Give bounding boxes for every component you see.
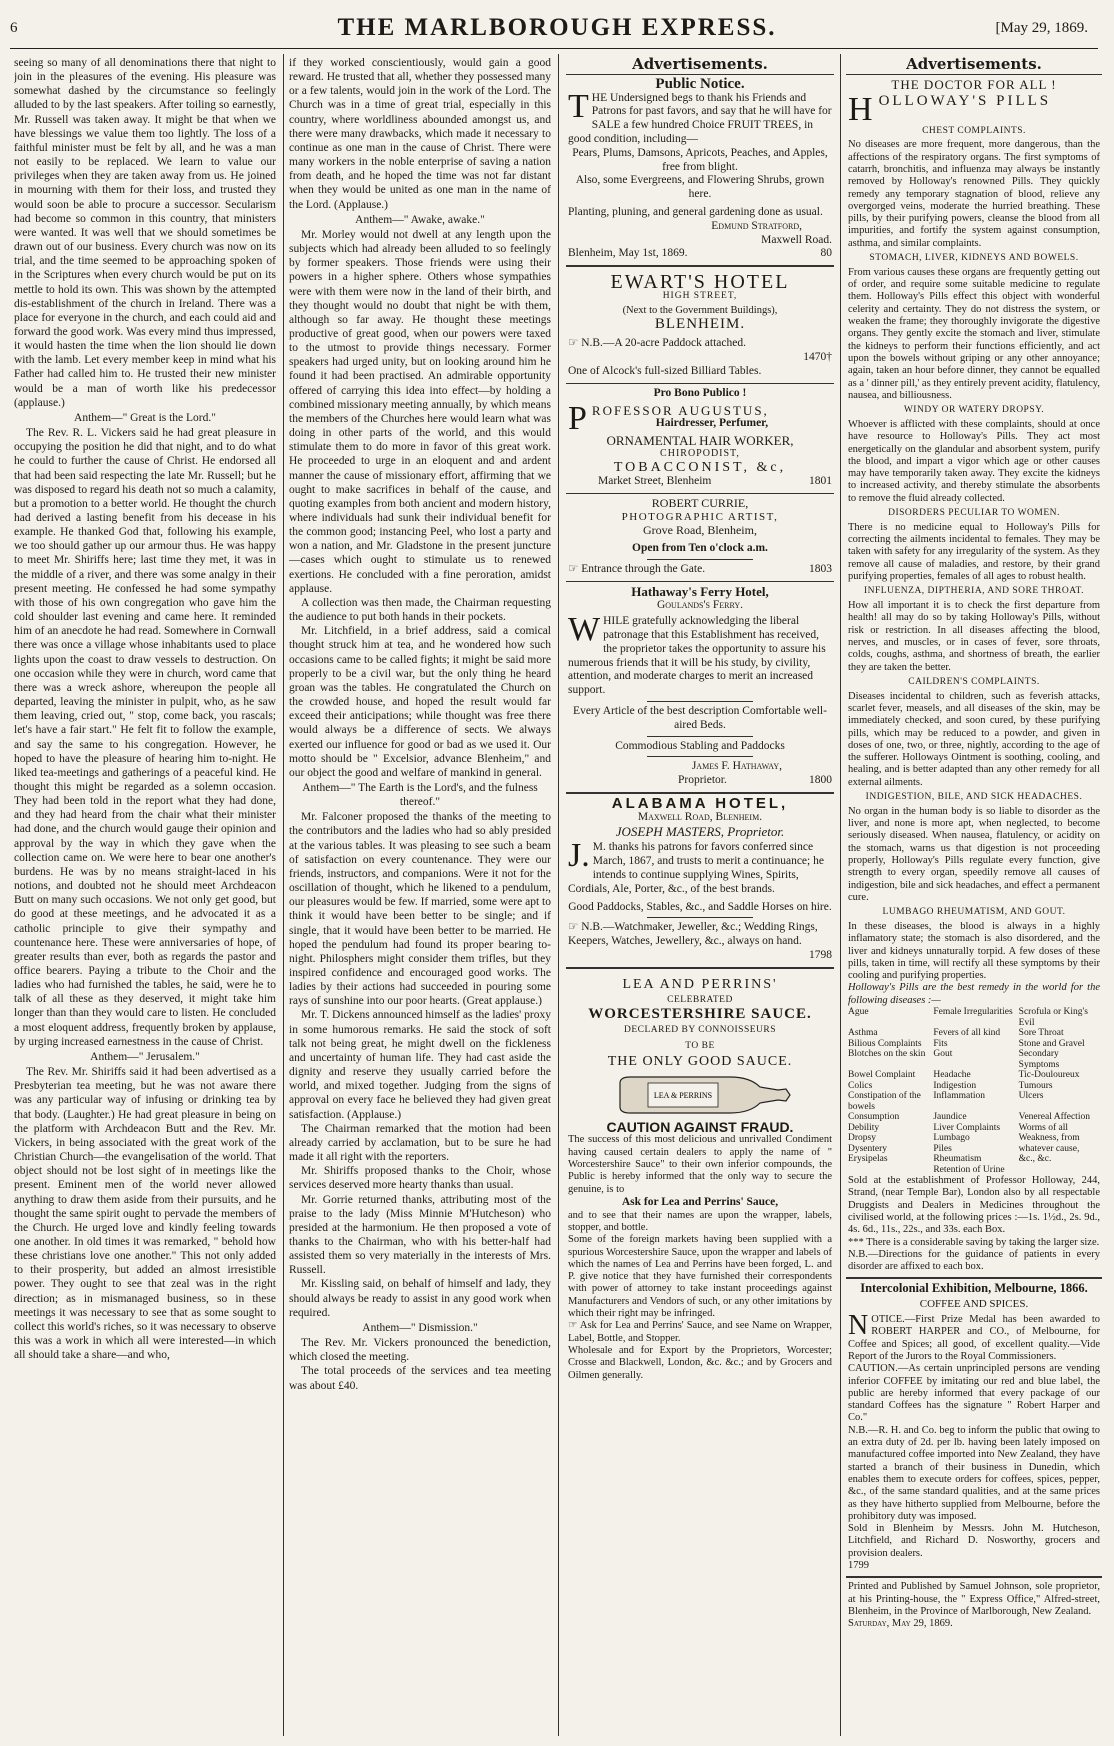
ad-body: No organ in the human body is so liable to disorder as the liver, and none is more apt, when neglected, to become seriously diseased. When nausea, flatulency, or acidity on the stomach, warns us that digestion is not proceeding properly, Holloway's Pills regulate every function, give strength to every organ, speedily remove all causes of indigestion, bile and sick headaches, and effect a permanent cure.	[848, 805, 1100, 903]
ad-body: N.B.—R. H. and Co. beg to inform the public that owing to an extra duty of 2d. per lb. having been lately imposed on manufactured coffee imported into New Zealand, they have started a branch of their business in Dunedin, which enables them to execute orders for coffees, spices, pepper, &c., of the same standard qualities, and at the same prices as they have hitherto supplied from Melbourne, before the prohibitory duty was imposed.	[848, 1424, 1100, 1522]
ad-address: Maxwell Road, Blenheim.	[637, 810, 763, 823]
ad-title: Public Notice.	[655, 75, 745, 92]
ad-line: Also, some Evergreens, and Flowering Shrubs, grown here.	[575, 174, 825, 201]
ad-title: ROBERT CURRIE,	[651, 495, 749, 510]
ad-line: Holloway's Pills are the best remedy in the world for the following diseases :—	[848, 982, 1100, 1006]
ad-line: Commodious Stabling and Paddocks	[615, 739, 785, 752]
ad-body: *** There is a considerable saving by taking the larger size.	[848, 1236, 1100, 1248]
ad-number: 1799	[848, 1559, 869, 1571]
section-heading: WINDY OR WATERY DROPSY.	[903, 405, 1045, 416]
section-heading: INDIGESTION, BILE, AND SICK HEADACHES.	[865, 792, 1083, 803]
ad-line: Entrance through the Gate.	[581, 562, 706, 575]
disease-item: Constipation of the bowels	[848, 1091, 921, 1112]
ad-body: Some of the foreign markets having been supplied with a spurious Worcestershire Sauce, upon the wrapper and labels of which the names of Lea and Perrins have been forged, L. and P. give notice that they have furnished their correspondents with power of attorney to take instant proceedings against Manufacturers and Vendors of such, or any other imitations by which their right may be infringed.	[568, 1234, 832, 1320]
drop-cap: T	[568, 87, 589, 125]
section-heading: INFLUENZA, DIPTHERIA, AND SORE THROAT.	[864, 586, 1084, 597]
disease-item: Jaundice	[933, 1112, 967, 1123]
robert-currie-ad	[566, 493, 834, 581]
disease-item: Asthma	[848, 1028, 878, 1039]
ad-line: DECLARED BY CONNOISSEURS	[623, 1025, 777, 1036]
ad-body: Diseases incidental to children, such as feverish attacks, scarlet fever, measels, and all diseases of the skin, may be immediately checked, and soon cured, by these purifying pills, which may be reduced to a powder, and given in doses of one, two, or three, nightly, according to the age of the sufferer. Holloways Ointment is soothing, cooling, and healing, and is better adapted than any other remedy for all external ailments.	[848, 690, 1100, 788]
disease-item: Weakness, from	[1018, 1133, 1080, 1144]
ad-body: HE Undersigned begs to thank his Friends and Patrons for past favors, and say that he will have for SALE a few hundred Choice FRUIT TREES, in good condition, including—	[568, 91, 832, 145]
hathaway-hotel-ad	[566, 581, 834, 792]
disease-item: Gout	[933, 1049, 953, 1060]
ad-line: CELEBRATED	[667, 994, 733, 1005]
drop-cap: J.	[568, 837, 590, 875]
ad-line: THE DOCTOR FOR ALL !	[891, 76, 1057, 92]
ad-number: 1801	[809, 474, 832, 487]
disease-item: Fits	[933, 1038, 948, 1049]
disease-item: Female Irregularities	[933, 1007, 1013, 1018]
ad-body: CAUTION.—As certain unprincipled persons are vending inferior COFFEE by imitating our red and blue label, the public are hereby informed that every package of our standard Coffees has the signature " Robert Harper and Co."	[848, 1363, 1100, 1424]
pointing-hand-icon: ☞	[568, 337, 582, 350]
ad-body: From various causes these organs are frequently getting out of order, and require some suitable medicine to regulate them. Holloway's Pills effect this object with wonderful celerity and certainty. They do not distress the system, or weaken the frame; they thoroughly invigorate the digestive organs. They gently excite the stomach and liver, stimulate the kidneys to perform their functions efficiently, and act upon the bowels without griping or any other annoyance; again, taken an hour before dinner, they cannot be equalled as a ' dinner pill,' as they entirely prevent acidity, flatulency, nausea, and billiousness.	[848, 266, 1100, 401]
ad-body: There is no medicine equal to Holloway's Pills for correcting the ailments incidental to females. They may be taken with safety for any irregularity of the system. As they remove all cause of maladies, and restore, by their grand purifying properties, females of all ages to robust health.	[848, 521, 1100, 582]
page-number: 6	[10, 20, 18, 36]
ad-title: Intercolonial Exhibition, Melbourne, 1866.	[860, 1281, 1088, 1296]
ad-title: EWART'S HOTEL	[610, 271, 790, 294]
article-paragraph: Mr. Kissling said, on behalf of himself and lady, they should always be ready to assist in any good work when required.	[289, 1278, 551, 1319]
disease-item: Stone and Gravel	[1018, 1038, 1085, 1049]
imprint	[846, 1576, 1102, 1634]
article-paragraph: Mr. Shiriffs proposed thanks to the Choir, whose services deserved more hearty thanks than usual.	[289, 1165, 551, 1192]
ad-line: ORNAMENTAL HAIR WORKER,	[606, 432, 794, 448]
disease-item: Piles	[933, 1143, 952, 1154]
disease-item: Ulcers	[1018, 1091, 1044, 1102]
ad-signature: Maxwell Road.	[761, 233, 832, 246]
ad-line: N.B.—Watchmaker, Jeweller, &c.; Wedding Rings, Keepers, Watches, Jewellery, &c., always on hand.	[568, 921, 818, 948]
ad-number: 1800	[809, 774, 832, 787]
ad-line: Ask for Lea and Perrins' Sauce,	[621, 1195, 779, 1208]
column-divider	[840, 54, 841, 1736]
article-column-1	[14, 56, 276, 1736]
short-rule	[647, 756, 753, 757]
ad-column-4	[846, 54, 1102, 1738]
ad-address: Grove Road, Blenheim,	[643, 523, 757, 538]
section-heading: DISORDERS PECULIAR TO WOMEN.	[888, 508, 1060, 518]
article-paragraph: A collection was then made, the Chairman requesting the audience to put both hands in their pockets.	[289, 596, 551, 624]
disease-item	[848, 1165, 929, 1176]
disease-item: Inflammation	[933, 1091, 986, 1102]
anthem-line: Anthem—" The Earth is the Lord's, and the fulness thereof."	[302, 781, 538, 809]
drop-cap: W	[568, 611, 601, 649]
disease-item: Fevers of all kind	[933, 1028, 1001, 1039]
ad-line: WORCESTERSHIRE SAUCE.	[588, 1006, 812, 1023]
disease-item: &c., &c.	[1018, 1154, 1052, 1165]
masthead-rule	[10, 48, 1098, 49]
ad-number: 1798	[809, 949, 832, 962]
ad-title: ALABAMA HOTEL,	[611, 795, 789, 813]
ad-number: 1803	[809, 562, 832, 575]
professor-augustus-ad	[566, 383, 834, 493]
disease-item: Colics	[848, 1080, 873, 1091]
ad-title: Pro Bono Publico !	[653, 386, 747, 399]
ad-line: Open from Ten o'clock a.m.	[632, 542, 768, 555]
article-paragraph: Mr. T. Dickens announced himself as the ladies' proxy in some humorous remarks. He said the stock of soft talk not being great, he might dwell on the fickleness and uncertainty of human life. They had cast aside the dignity and reserve they usually carried before the world, and mixed together. Judging from the signs of approval on every face he believed they had given great satisfaction. (Applause.)	[289, 1009, 551, 1121]
ad-place: Blenheim, May 1st, 1869.	[568, 247, 688, 260]
article-paragraph: The Rev. Mr. Shiriffs said it had been advertised as a Presbyterian tea meeting, but he was not aware there was any particular way of infusing or drinking tea by that body. (Laughter.) He had great pleasure in being on the platform with Archdeacon Butt and the Rev. Mr. Vickers, in being associated with the great work of the Christian Church—the evangelisation of the world. That object should not be lost sight of in meetings like the present. Eminent men of the world never allowed anything to draw them aside from their pursuits, and he thought the same spirit ought to pervade the members of the Church. He urged love and kindly feeling towards one another. In old times it was remarked, " behold how these christians love one another." This not only added to their prosperity, but added an almost irresistible power. They ought to see that zeal was in the right direction; as in mismanaged business, so in these meetings it was necessary to see that as some sought to collect this world's riches, so it was necessary to observe this was a work in which all were interested—in which all should take a share—and who,	[14, 1066, 276, 1362]
section-heading: CAILDREN'S COMPLAINTS.	[908, 676, 1040, 687]
ad-body: No diseases are more frequent, more dangerous, than the affections of the respiratory organs. The first symptoms of catarrh, bronchitis, and influenza may always be instantly removed by Holloway's renowned Pills. They quickly remedy any temporary stagnation of blood, relieve any overgorged veins, moderate the hurried breathing. These pills, by their purifying powers, cleanse the blood from all impurities, and fortify the system against consumption, asthma, and similar complaints.	[848, 139, 1100, 249]
disease-item: Bilious Complaints	[848, 1038, 922, 1049]
ad-number: 80	[820, 247, 832, 260]
ad-body: N.B.—Directions for the guidance of patients in every disorder are affixed to each box.	[848, 1248, 1100, 1273]
disease-item: Venereal Affection	[1018, 1112, 1090, 1123]
ad-address: Market Street, Blenheim	[598, 474, 712, 487]
drop-cap: P	[568, 399, 589, 437]
ad-body: Ask for Lea and Perrins' Sauce, and see Name on Wrapper, Label, Bottle, and Stopper.	[568, 1320, 832, 1344]
anthem-line: Anthem—" Dismission."	[362, 1321, 478, 1334]
disease-item: whatever cause,	[1018, 1143, 1080, 1154]
article-paragraph: The total proceeds of the services and tea meeting was about £40.	[289, 1365, 551, 1392]
ad-line: Hairdresser, Perfumer,	[655, 417, 769, 430]
ad-title: Hathaway's Ferry Hotel,	[631, 583, 769, 599]
ad-line: TOBACCONIST, &c,	[613, 460, 787, 476]
section-heading: CHEST COMPLAINTS.	[922, 125, 1026, 136]
article-paragraph: Mr. Falconer proposed the thanks of the meeting to the contributors and the ladies who had so ably presided at the various tables. It was pleasing to see such a beam of satisfaction on every countenance. They were our friends, instructors, and companions. Were it not for the oscillation of thought, which he likened to a pendulum, our pleasures would be few. If married, some were apt to think it would have been better to be single; and if single, that it would have been better to be married. He hoped the pendulum had found its proper bearing to-night. Philosphers might consider them trifles, but they inspired confidence and encouraged good works. The ladies by their actions had succeeded in pouring some rays of sunshine into our poor hearts. (Great applause.)	[289, 811, 551, 1008]
ad-body: Wholesale and for Export by the Proprietors, Worcester; Crosse and Blackwell, London, &c. &c.; and by Grocers and Oilmen generally.	[568, 1344, 832, 1381]
article-paragraph: Mr. Morley would not dwell at any length upon the subjects which had already been alluded to so feelingly by former speakers. Those friends were using their powers in a higher sphere. Others whose sympathies were with them were now in the land of their birth, and they thought would no doubt that night be with them, although so far away. He thought these meetings productive of great good, when our powers were taxed to the utmost to provide things necessary. Former speakers had urged unity, but on looking around him he found it had been practised. An admirable opportunity offered of carrying this idea into effect—by holding a combined missionary meeting annually, by which means the members of the Churches here would learn what was doing in other parts of the world, and this would stimulate them to do more in favor of this great work. He proceeded to urge in an eloquent and and ardent manner the cause of missionary effort, affirming that we ought to make sacrifices in behalf of the cause, and quoting examples from both ancient and modern history, where individuals had sunk their individual benefit for the common good; instancing Peel, who lost a party and won a nation, and Mr. Gladstone in the present juncture—cases which ought to stimulate us to renewed exertions. He concluded with a fine peroration, amidst applause.	[289, 228, 551, 595]
issue-date: [May 29, 1869.	[995, 20, 1088, 36]
disease-item: Bowel Complaint	[848, 1070, 916, 1081]
article-column-2	[289, 56, 551, 1736]
disease-item: Consumption	[848, 1112, 900, 1123]
ad-line: JOSEPH MASTERS, Proprietor.	[615, 823, 785, 839]
imprint-date: Saturday, May 29, 1869.	[848, 1618, 953, 1630]
column-divider	[283, 54, 284, 1736]
short-rule	[647, 736, 753, 737]
short-rule	[647, 559, 753, 560]
ad-line: One of Alcock's full-sized Billiard Tables.	[568, 364, 762, 377]
article-paragraph: seeing so many of all denominations there that night to join in the pleasures of the evening. His pleasure was somewhat dashed by the circumstance so feelingly alluded to by the last speakers. After toiling so earnestly, Mr. Russell was taken away. It might be that when we have blessings we value them too lightly. The loss of a faithful minister must be felt by all, and he was a man not easily to be replaced. We learn to value our privileges when they are taken away from us. He joined in mourning with them for their loss, and trusted they would soon be able to procure a successor. Secularism had become so common in this country, that ministers were wanted. It was well that we should sometimes be drawn out of our business. Every church was now on its trial, and the time seemed to be approaching spoken of in the Scriptures when every church would be put on its mettle to hold its own. This was shown by the attempted dis-establishment of the church in Ireland. There was a place for everyone in the church, and each could aid and forward the good work. Was every mind thus impressed, it would hasten the time when the lion should lie down with the lamb. Let every member keep in mind what his Father had called him to. He trusted their new minister would be a man of worth like his predecessor (applause.)	[14, 57, 276, 409]
ad-line: Pears, Plums, Damsons, Apricots, Peaches, and Apples, free from blight.	[572, 146, 828, 173]
ad-title: LEA AND PERRINS'	[622, 976, 778, 992]
drop-cap: H	[848, 90, 876, 128]
ad-line: Every Article of the best description Comfortable well-aired Beds.	[573, 705, 827, 731]
ad-line: ROFESSOR AUGUSTUS,	[591, 402, 769, 418]
short-rule	[647, 701, 753, 702]
ad-line: N.B.—A 20-acre Paddock attached.	[581, 337, 746, 350]
alabama-hotel-ad	[566, 792, 834, 967]
masthead	[0, 14, 1114, 46]
ad-body: OTICE.—First Prize Medal has been awarded to ROBERT HARPER and CO., of Melbourne, for Coffee and Spices; all good, of excellent quality.—Vide Report of the Jurors to the Royal Commissioners.	[848, 1314, 1100, 1362]
ad-line: COFFEE AND SPICES.	[919, 1298, 1029, 1311]
disease-item: Dysentery	[848, 1143, 888, 1154]
disease-item: Retention of Urine	[933, 1164, 1005, 1175]
ad-line: PHOTOGRAPHIC ARTIST,	[621, 510, 779, 523]
disease-item: Headache	[933, 1070, 971, 1081]
disease-item: Sore Throat	[1018, 1028, 1064, 1039]
disease-item: Scrofula or King's Evil	[1018, 1007, 1088, 1028]
ad-line: CHIROPODIST,	[660, 448, 740, 460]
ad-line: Planting, pluning, and general gardening done as usual.	[568, 205, 823, 218]
lea-perrins-ad	[566, 967, 834, 1386]
article-paragraph: Mr. Litchfield, in a brief address, said a comical thought struck him at tea, and he wondered how such occasions came to be called fights; it might be said more properly to be a civil war, but the only thing he heard groan was the tables. He congratulated the Church on the crowded house, and hoped the result would far exceed their anticipations; while thought was free there would always be a difference of sects. We always exerted our influence for good or bad as we used it. Our motto should be " Excelsior, advance Blenheim," and our object the good and welfare of mankind in general.	[289, 625, 551, 779]
ad-line: Proprietor.	[678, 774, 727, 787]
disease-item: Erysipelas	[848, 1154, 888, 1165]
disease-item: Tumours	[1018, 1080, 1053, 1091]
ad-line: Goulands's Ferry.	[656, 598, 744, 611]
ad-signature: Edmund Stratford,	[711, 219, 802, 232]
disease-item: Secondary Symptoms	[1018, 1049, 1060, 1070]
ad-line: (Next to the Government Buildings),	[622, 304, 778, 316]
disease-item: Worms of all	[1018, 1122, 1069, 1133]
ad-body: Sold at the establishment of Professor Holloway, 244, Strand, (near Temple Bar), London also by all respectable Druggists and Dealers in Medicines throughout the civilised world, at the following prices :—1s. 1½d., 2s. 9d., 4s. 6d., 11s., 22s., and 33s. each Box.	[848, 1175, 1100, 1236]
disease-item: Indigestion	[933, 1080, 977, 1091]
ad-signature: James F. Hathaway,	[691, 760, 782, 773]
disease-item: Tic-Douloureux	[1018, 1070, 1080, 1081]
ad-body: Sold in Blenheim by Messrs. John M. Hutcheson, Litchfield, and Richard D. Nosworthy, grocers and provision dealers.	[848, 1523, 1100, 1559]
ad-body: The success of this most delicious and unrivalled Condiment having caused certain dealers to apply the name of " Worcestershire Sauce" to their own inferior compounds, the Public is hereby informed that the only way to secure the genuine, is to	[568, 1134, 832, 1195]
article-paragraph: The Rev. Mr. Vickers pronounced the benediction, which closed the meeting.	[289, 1337, 551, 1364]
ad-body: M. thanks his patrons for favors conferred since March, 1867, and trusts to merit a continuance; he intends to continue supplying Wines, Spirits, Cordials, Ale, Porter, &c., of the best brands.	[568, 841, 824, 895]
ad-body: How all important it is to check the first departure from health! all may do so by taking Holloway's Pills, without risk or restriction. In all diseases affecting the blood, nerves, and muscles, or in cases of fever, sore throats, colds, coughs, asthma, and shortness of breath, the earlier they are taken the better.	[848, 600, 1100, 673]
pointing-hand-icon: ☞	[568, 562, 582, 575]
ad-body: and to see that their names are upon the wrapper, labels, stopper, and bottle.	[568, 1209, 832, 1233]
pointing-hand-icon: ☞	[568, 1320, 580, 1332]
holloway-pills-ad	[846, 74, 1102, 1278]
sauce-bottle-icon	[600, 1073, 800, 1117]
ad-number: 1470†	[803, 351, 832, 364]
anthem-line: Anthem—" Jerusalem."	[90, 1050, 200, 1063]
ad-title: OLLOWAY'S PILLS	[878, 92, 1052, 109]
bottle-label: LEA & PERRINS	[653, 1090, 713, 1100]
disease-item: Liver Complaints	[933, 1122, 1001, 1133]
disease-item	[1019, 1165, 1100, 1176]
imprint-text: Printed and Published by Samuel Johnson, sole proprietor, at his Printing-house, the " Express Office," Alfred-street, Blenheim, in the Province of Marlborough, New Zealand.	[848, 1581, 1100, 1617]
public-notice-ad	[566, 74, 834, 265]
anthem-line: Anthem—" Great is the Lord."	[74, 411, 216, 424]
drop-cap: N	[848, 1310, 869, 1342]
ad-column-3	[566, 54, 834, 1738]
article-paragraph: The Chairman remarked that the motion had been already carried by acclamation, but to be sure he had made it all right with the reporters.	[289, 1122, 551, 1164]
ad-line: BLENHEIM.	[654, 315, 746, 332]
article-paragraph: if they worked conscientiously, would gain a good reward. He trusted that all, whether they possessed many or a few talents, would join in the work of the Lord. The Church was in a time of great trial, especially in this country, where worldliness abounded amongst us, and there were many drawbacks, which made it necessary to continue as one man in the cause of Christ. There were many workers in the noble enterprise of saving a nation from death, and he hoped the time was not far distant when they would be united as one man in the name of the Lord. (Applause.)	[289, 57, 551, 211]
article-paragraph: Mr. Gorrie returned thanks, attributing most of the praise to the lady (Miss Minnie M'Hutcheson) who presided at the harmonium. He then proposed a vote of thanks to the Chairman, who with his better-half had assisted them so very materially in the interests of Mrs. Russell.	[289, 1193, 551, 1277]
newspaper-title: THE MARLBOROUGH EXPRESS.	[337, 14, 777, 41]
disease-item: Ague	[848, 1007, 869, 1018]
ad-body: In these diseases, the blood is always in a highly inflamatory state; the stomach is also disordered, and the liver and kidneys unnaturally torpid. A few doses of these pills, taken in time, will rectify all these symptoms by their cooling and purifying properties.	[848, 921, 1100, 982]
disease-list	[848, 1007, 1100, 1175]
disease-item: Debility	[848, 1122, 880, 1133]
ad-line: Good Paddocks, Stables, &c., and Saddle Horses on hire.	[568, 900, 832, 913]
ad-line: CAUTION AGAINST FRAUD.	[606, 1118, 794, 1135]
ads-header: Advertisements.	[632, 55, 768, 73]
anthem-line: Anthem—" Awake, awake."	[355, 213, 485, 226]
ad-line: TO BE	[685, 1041, 715, 1052]
ads-header: Advertisements.	[906, 55, 1042, 73]
short-rule	[647, 917, 753, 918]
ewarts-hotel-ad	[566, 265, 834, 383]
ad-line: THE ONLY GOOD SAUCE.	[607, 1053, 793, 1069]
section-heading: LUMBAGO RHEUMATISM, AND GOUT.	[882, 907, 1066, 918]
ad-body: Whoever is afflicted with these complaints, should at once have resource to Holloway's Pills. They act most energetically on the glandular and absorbent system, purify the blood, and impart a vigor which age or other causes may have temporarily taken away. They excite the kidneys to increased activity, and thereby stimulate the absorbents to remove the fluid already collected.	[848, 418, 1100, 504]
disease-item: Rheumatism	[933, 1154, 982, 1165]
ad-line: HIGH STREET,	[662, 290, 738, 301]
pointing-hand-icon: ☞	[568, 921, 582, 934]
section-heading: STOMACH, LIVER, KIDNEYS AND BOWELS.	[869, 253, 1079, 264]
column-divider	[558, 54, 559, 1736]
disease-item: Dropsy	[848, 1133, 876, 1144]
ad-body: HILE gratefully acknowledging the liberal patronage that this Establishment has received, the proprietor takes the opportunity to assure his numerous friends that it will be his study, by civility, attention, and moderate charges to merit an increased support.	[568, 615, 826, 697]
disease-item: Lumbago	[933, 1133, 970, 1144]
disease-item: Blotches on the skin	[848, 1049, 926, 1060]
article-paragraph: The Rev. R. L. Vickers said he had great pleasure in occupying the position he did that night, and to do what he could to further the cause of Christ. He endorsed all that had been said respecting the late Mr. Russell; but he was disposed to regard his death not so much a calamity, but a promotion to a better world. He thought the church had derived a lasting benefit from his decease in his example. He thanked God that, following his example, we too should gather up our armour thus. He was happy to meet Mr. Shiriffs here; last time they met, it was in the middle of a river, and there was some analgy in their present meeting. He confessed he had some sympathy with those of his own congregation who gave him the cold shoulder last evening and came here. It reminded him of an anecdote he had read. Somewhere in Cornwall there was once a village whose inhabitants used to place lights upon the coast to draw vessels to destruction. On one occasion while they were in church, word came that there was a wreck ashore, whereupon the people all departed, leaving the minister in pulpit, who, as he saw them leaving, cried out, " stop, come back, you rascals; let's have a fair start." He felt fit to follow the example, and say the same to his congregation. However, he hoped to have the pleasure of hearing him to-night. He liked tea-meetings and gatherings of a peaceful kind. He thought this might be regarded as a solemn occasion. They had been told in the report what they had done, and they had heard from the chair what their minister had done, and the church would gauge their opinion and approval by the way in which they gave when the collection came on. We were here to bear one another's burdens. He was by no means straight-laced in his notions, and doubted not he should meet Archdeacon Butt on many such occasions. We not only get good, but do good at these meetings, and he advocated it as a catholic principle to give their sympathy and countenance here. These were anniversaries of hope, of greater results than ever, both as regards the pastor and office bearers. Paying a tribute to the Choir and the ladies who had furnished the tables, he said, were he to talk of all these as they deserved, it might take him longer than than they would care to listen. He concluded a most eloquent address, frequently broken by applause, by urging increased earnestness in the cause of Christ.	[14, 427, 276, 1048]
robert-harper-ad	[846, 1277, 1102, 1576]
